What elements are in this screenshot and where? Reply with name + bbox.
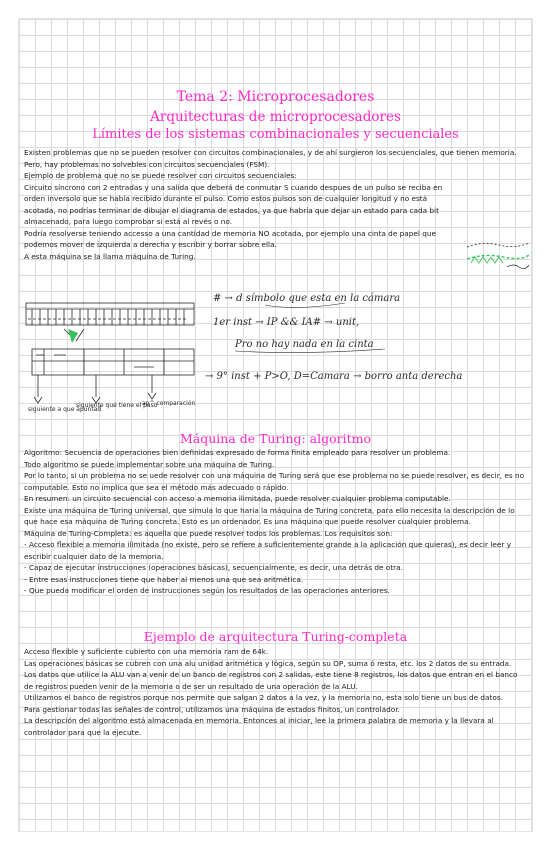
paragraph: Las operaciones básicas se cubren con una alu unidad aritmética y lógica, según su OP, suma ó resta, etc. los 2 datos de su entrada. (24, 658, 512, 668)
page-title: Tema 2: Microprocesadores (176, 89, 375, 105)
paragraph: Existe una máquina de Turing universal, que simula lo que haría la máquina de Turing concreta, para ello necesita la descripción de lo que hace esa máquina de Turing concreta. Esto es un ordenador. Es una máquina que puede resolver cualquier problema. (24, 505, 515, 526)
tape-sketch (463, 233, 533, 277)
section-turing-body (24, 447, 528, 597)
note-line: → 9° inst + P>O, D=Camara → borro anta derecha (205, 371, 463, 382)
section-heading-turing: Máquina de Turing: algoritmo (179, 431, 372, 446)
paragraph: Por lo tanto, si un problema no se uede resolver con una máquina de Turing será que ese problema no se puede resolver, es decir, es no computable. Esto no implica que sea el método más adecuado o rápido. (24, 471, 525, 492)
diagram-label: siguiente qué tiene el paso (76, 402, 158, 409)
paragraph: Existen problemas que no se pueden resolver con circuitos combinacionales, y de ahí surgieron los secuenciales, que tienen memoria. (24, 148, 517, 157)
paragraph: Para gestionar todas las señales de control, utilizamos una máquina de estados finitos, un controlador. (24, 704, 400, 714)
section-heading-limits: Límites de los sistemas combinacionales y secuenciales (92, 127, 459, 142)
notebook-page (18, 18, 533, 832)
diagram-label: ap^ comparación (142, 400, 196, 407)
paragraph: Podría resolverse teniendo accesso a una cantidad de memoria NO acotada, por ejemplo una cinta de papel que podemos mover de izquierda a derecha y escribir y borrar sobre ella. (24, 228, 436, 249)
paragraph: Ejemplo de problema que no se puede resolver con circuitos secuenciales: (24, 171, 297, 180)
section-limits-body (24, 147, 524, 262)
note-line: # → d símbolo que esta en la cámara (213, 293, 401, 304)
paragraph: Circuito síncrono con 2 entradas y una salida que deberá de conmutar S cuando despues de un pulso se reciba en orden inversolo que se había recibido durante el pulso. Como estos pulsos son de cualquier longitud y no está acotada, no podrías terminar de dibujar el diagrama de estados, ya que habría que dejar un estado para cada bit almacenado, para luego comprobar si está al revés o no. (24, 182, 443, 226)
note-line: Pro no hay nada en la cinta (235, 339, 374, 350)
list-item: - Capaz de ejecutar instrucciones (operaciones básicas), secuencialmente, es decir, una detrás de otra. (24, 563, 403, 572)
paragraph: Máquina de Turing-Completa: es aquella que puede resolver todos los problemas. Los requisitos son: (24, 528, 393, 538)
paragraph: Todo algoritmo se puede implementar sobre una máquina de Turing. (24, 459, 275, 469)
paragraph: Los datos que utilice la ALU van a venir de un banco de registros con 2 salidas, este tiene 8 registros, los datos que entran en el banco de registros pueden venir de la memoria o de ser un resultado de una operación de la ALU. (24, 670, 518, 691)
paragraph: En resumen: un circuito secuencial con acceso a memoria ilimitada, puede resolver cualquier problema computable. (24, 494, 451, 503)
note-line: 1er inst → IP && IA# → unit, (213, 317, 360, 328)
paragraph: A esta máquina se la llama máquina de Turing. (24, 251, 196, 261)
diagram-label: siguiente a que apuntad (28, 406, 102, 413)
list-item: - Que pueda modificar el orden de instrucciones según los resultados de las operaciones anteriores. (24, 586, 390, 595)
section-architecture-body (24, 646, 528, 738)
paragraph: Pero, hay problemas no solvebles con circuitos secuenciales (FSM). (24, 159, 270, 169)
turing-tape-diagram (24, 289, 200, 429)
paragraph: Utilizamos el banco de registros porque nos permite que salgan 2 datos a la vez, y la memoria no, esta solo tiene un bus de datos. (24, 693, 503, 702)
list-item: - Entre esas instrucciones tiene que haber al menos una que sea aritmética. (24, 574, 304, 584)
paragraph: Algoritmo: Secuencia de operaciones bien definidas expresado de forma finita empleado para resolver un problema. (24, 448, 451, 457)
paragraph: La descripción del algoritmo está almacenada en memoria. Entonces al iniciar, lee la primera palabra de memoria y la llevara al controlador para que la ejecute. (24, 716, 494, 737)
handwritten-notes (205, 281, 527, 393)
page-subtitle: Arquitecturas de microprocesadores (150, 109, 401, 125)
list-item: - Acceso flexible a memoria ilimitada (no existe, pero se refiere a suficientemente grande a la aplicación que quieras), es decir leer y escribir cualquier dato de la memoria. (24, 540, 512, 561)
paragraph: Acceso flexible y suficiente cubierto con una memoria ram de 64k. (24, 647, 269, 656)
section-heading-architecture: Ejemplo de arquitectura Turing-completa (143, 629, 408, 644)
